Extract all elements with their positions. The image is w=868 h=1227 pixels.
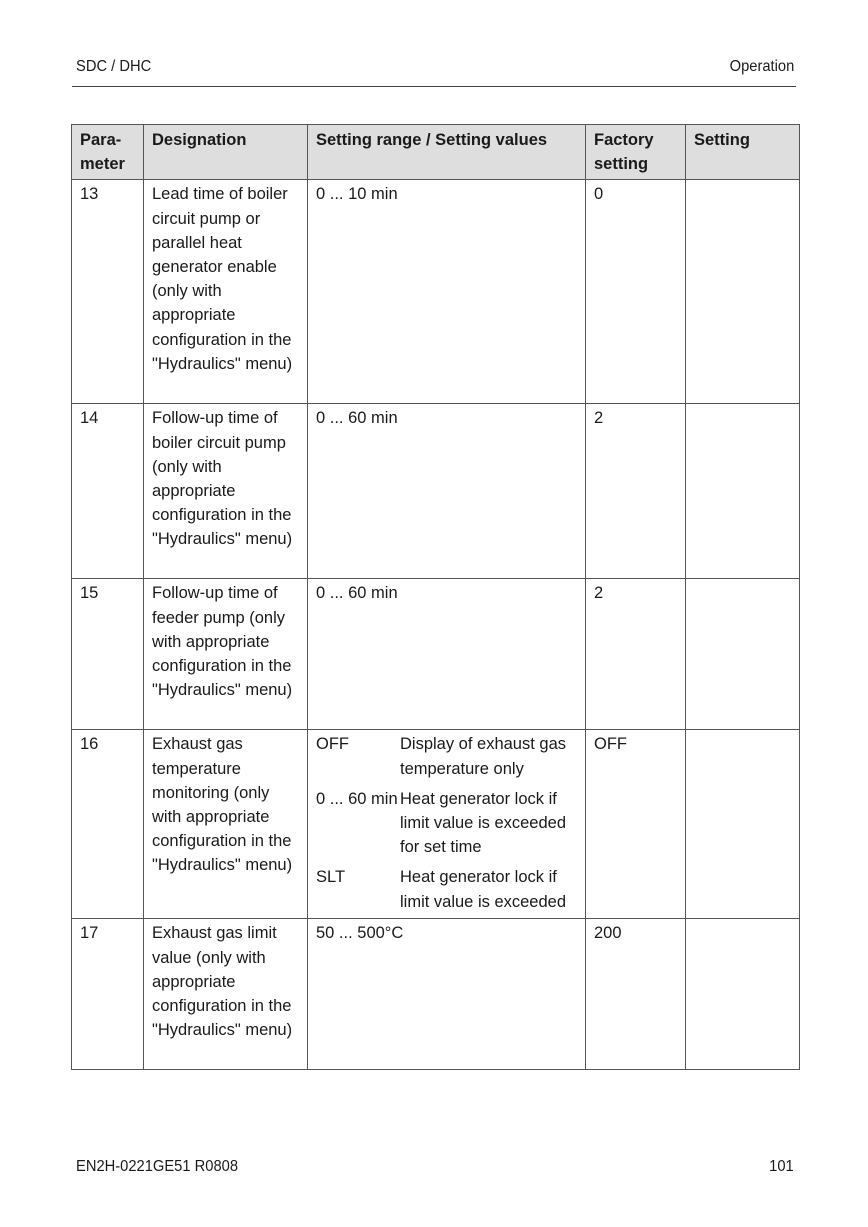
setting-range-cell: 0 ... 10 min bbox=[308, 180, 586, 404]
factory-setting-cell: OFF bbox=[586, 730, 686, 919]
col-header-setting: Setting bbox=[686, 125, 800, 180]
setting-cell bbox=[686, 579, 800, 730]
col-header-designation: Designation bbox=[144, 125, 308, 180]
option-value: SLT bbox=[316, 868, 346, 887]
table-row bbox=[72, 579, 800, 730]
table-row bbox=[72, 919, 800, 1070]
parameter-number: 13 bbox=[72, 180, 144, 404]
col-header-parameter-line2: meter bbox=[80, 155, 125, 174]
designation-cell: Lead time of boiler circuit pump or parallel heat generator enable (only with appropriate configuration in the "Hydraulics" menu) bbox=[144, 180, 308, 404]
setting-range-cell: 50 ... 500°C bbox=[308, 919, 586, 1070]
setting-cell bbox=[686, 730, 800, 919]
factory-setting-cell: 0 bbox=[586, 180, 686, 404]
table-header-row bbox=[72, 125, 800, 180]
col-header-parameter bbox=[72, 125, 144, 180]
table-row bbox=[72, 730, 800, 919]
col-header-setting-range: Setting range / Setting values bbox=[308, 125, 586, 180]
option-description: Heat generator lock if limit value is exceeded for set time bbox=[400, 789, 566, 857]
table-row bbox=[72, 404, 800, 579]
designation-cell: Exhaust gas limit value (only with appropriate configuration in the "Hydraulics" menu) bbox=[144, 919, 308, 1070]
col-header-factory-line1: Factory bbox=[594, 131, 654, 149]
parameter-number: 14 bbox=[72, 404, 144, 579]
setting-cell bbox=[686, 180, 800, 404]
col-header-factory-line2: setting bbox=[594, 155, 649, 174]
setting-option bbox=[316, 787, 578, 860]
setting-range-cell: 0 ... 60 min bbox=[308, 404, 586, 579]
setting-cell bbox=[686, 404, 800, 579]
setting-option bbox=[316, 865, 578, 913]
designation-cell: Follow-up time of feeder pump (only with appropriate configuration in the "Hydraulics" menu) bbox=[144, 579, 308, 730]
header-divider bbox=[72, 86, 796, 87]
document-code: EN2H-0221GE51 R0808 bbox=[76, 1158, 239, 1175]
option-description: Heat generator lock if limit value is exceeded bbox=[400, 868, 566, 911]
option-description: Display of exhaust gas temperature only bbox=[400, 735, 567, 778]
page-number: 101 bbox=[769, 1158, 794, 1175]
factory-setting-cell: 2 bbox=[586, 579, 686, 730]
option-value: OFF bbox=[316, 735, 349, 754]
factory-setting-cell: 2 bbox=[586, 404, 686, 579]
parameter-number: 15 bbox=[72, 579, 144, 730]
designation-cell: Exhaust gas temperature monitoring (only with appropriate configuration in the "Hydraulics" menu) bbox=[144, 730, 308, 919]
parameter-number: 17 bbox=[72, 919, 144, 1070]
running-header-right: Operation bbox=[729, 58, 794, 75]
option-value: 0 ... 60 min bbox=[316, 789, 398, 808]
table-row bbox=[72, 180, 800, 404]
setting-range-cell: 0 ... 60 min bbox=[308, 579, 586, 730]
parameter-number: 16 bbox=[72, 730, 144, 919]
col-header-parameter-line1: Para- bbox=[80, 131, 122, 149]
designation-cell: Follow-up time of boiler circuit pump (only with appropriate configuration in the "Hydraulics" menu) bbox=[144, 404, 308, 579]
setting-range-cell bbox=[308, 730, 586, 919]
setting-option bbox=[316, 732, 578, 780]
setting-cell bbox=[686, 919, 800, 1070]
parameter-table bbox=[71, 124, 800, 1070]
factory-setting-cell: 200 bbox=[586, 919, 686, 1070]
col-header-factory-setting bbox=[586, 125, 686, 180]
running-header-left: SDC / DHC bbox=[76, 58, 152, 75]
